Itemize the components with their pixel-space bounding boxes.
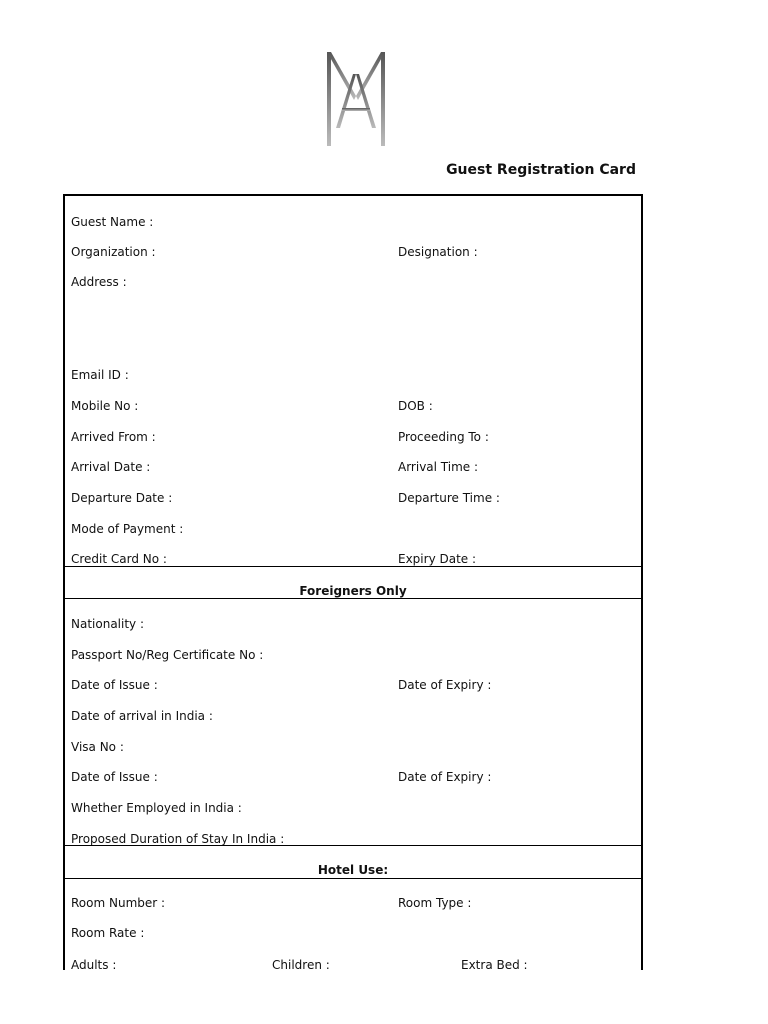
divider	[65, 566, 641, 567]
room-type-label: Room Type :	[398, 896, 472, 910]
dob-label: DOB :	[398, 399, 433, 413]
email-label: Email ID :	[71, 368, 129, 382]
designation-label: Designation :	[398, 245, 478, 259]
employed-india-label: Whether Employed in India :	[71, 801, 242, 815]
room-number-label: Room Number :	[71, 896, 166, 910]
address-label: Address :	[71, 275, 127, 289]
extra-bed-label: Extra Bed :	[461, 958, 528, 972]
arrival-time-label: Arrival Time :	[398, 460, 479, 474]
hotel-logo	[296, 44, 416, 156]
proceeding-to-label: Proceeding To :	[398, 430, 489, 444]
form-title: Guest Registration Card	[446, 162, 636, 178]
mode-of-payment-label: Mode of Payment :	[71, 522, 184, 536]
departure-time-label: Departure Time :	[398, 491, 500, 505]
visa-no-label: Visa No :	[71, 740, 124, 754]
hotel-use-heading: Hotel Use:	[317, 863, 389, 877]
adults-label: Adults :	[71, 958, 117, 972]
mobile-label: Mobile No :	[71, 399, 139, 413]
visa-date-of-expiry-label: Date of Expiry :	[398, 770, 492, 784]
nationality-label: Nationality :	[71, 617, 145, 631]
guest-name-label: Guest Name :	[71, 215, 154, 229]
organization-label: Organization :	[71, 245, 156, 259]
divider	[65, 878, 641, 879]
date-of-arrival-india-label: Date of arrival in India :	[71, 709, 213, 723]
divider	[65, 598, 641, 599]
room-rate-label: Room Rate :	[71, 926, 145, 940]
passport-label: Passport No/Reg Certificate No :	[71, 648, 264, 662]
arrived-from-label: Arrived From :	[71, 430, 156, 444]
visa-date-of-issue-label: Date of Issue :	[71, 770, 158, 784]
foreigners-heading: Foreigners Only	[299, 584, 407, 598]
children-label: Children :	[272, 958, 330, 972]
expiry-date-label: Expiry Date :	[398, 552, 477, 566]
date-of-expiry-label: Date of Expiry :	[398, 678, 492, 692]
departure-date-label: Departure Date :	[71, 491, 173, 505]
arrival-date-label: Arrival Date :	[71, 460, 151, 474]
divider	[65, 845, 641, 846]
date-of-issue-label: Date of Issue :	[71, 678, 158, 692]
credit-card-label: Credit Card No :	[71, 552, 167, 566]
registration-form	[63, 194, 643, 970]
duration-stay-label: Proposed Duration of Stay In India :	[71, 832, 285, 846]
